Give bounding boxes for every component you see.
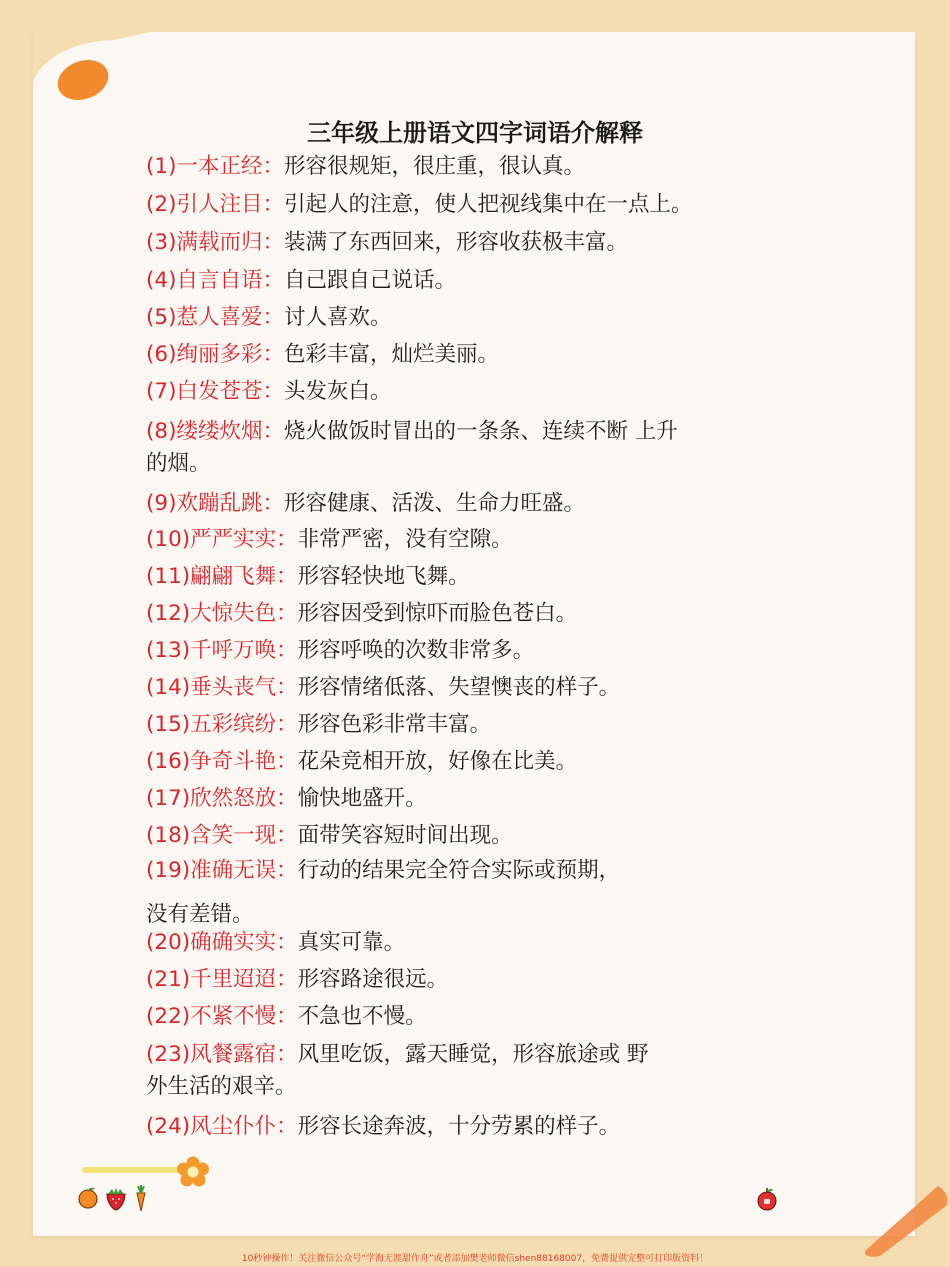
entry-term: 缕缕炊烟：	[176, 419, 284, 444]
word-entry	[146, 341, 796, 369]
entry-term: 含笑一现：	[190, 823, 298, 848]
apple-icon	[754, 1186, 780, 1212]
entry-definition: 形容很规矩，很庄重，很认真。	[283, 154, 585, 179]
flower-icon	[176, 1156, 210, 1188]
entry-number: (14)	[146, 675, 191, 700]
decorative-line	[82, 1167, 184, 1173]
tape-strip-icon	[858, 1178, 950, 1258]
word-entry	[146, 1113, 796, 1141]
entry-definition: 愉快地盛开。	[297, 786, 427, 811]
word-entry	[146, 674, 796, 702]
entry-definition: 引起人的注意，使人把视线集中在一点上。	[283, 192, 693, 217]
entry-number: (3)	[146, 230, 177, 255]
entry-definition: 形容轻快地飞舞。	[297, 564, 470, 589]
entry-definition: 非常严密，没有空隙。	[297, 527, 513, 552]
entry-number: (9)	[146, 491, 177, 516]
word-entry	[146, 526, 796, 554]
word-entry	[146, 563, 796, 591]
entry-number: (12)	[146, 601, 191, 626]
entry-term: 大惊失色：	[190, 601, 298, 626]
entry-term: 引人注目：	[176, 192, 284, 217]
word-entry	[146, 711, 796, 739]
entry-definition: 烧火做饭时冒出的一条条、连续不断 上升	[283, 419, 678, 444]
entry-number: (11)	[146, 564, 191, 589]
word-entry	[146, 191, 796, 219]
word-entry	[146, 822, 796, 850]
word-entry	[146, 966, 796, 994]
entry-definition-continued: 的烟。	[146, 451, 211, 476]
word-entry	[146, 637, 796, 665]
entry-definition-continued: 没有差错。	[146, 902, 254, 927]
entry-number: (4)	[146, 268, 177, 293]
entry-number: (1)	[146, 154, 177, 179]
entry-definition: 形容色彩非常丰富。	[297, 712, 492, 737]
entry-term: 千呼万唤：	[190, 638, 298, 663]
entry-definition: 形容因受到惊吓而脸色苍白。	[297, 601, 578, 626]
word-entry	[146, 857, 796, 929]
entry-definition: 色彩丰富，灿烂美丽。	[283, 342, 499, 367]
entry-number: (20)	[146, 930, 191, 955]
entry-number: (10)	[146, 527, 191, 552]
entry-definition: 形容路途很远。	[297, 967, 449, 992]
entry-term: 争奇斗艳：	[190, 749, 298, 774]
entry-definition: 头发灰白。	[283, 379, 392, 404]
page-title: 三年级上册语文四字词语介解释	[307, 119, 643, 147]
entry-term: 不紧不慢：	[190, 1004, 298, 1029]
entry-definition: 行动的结果完全符合实际或预期，	[297, 858, 621, 883]
entry-term: 欢蹦乱跳：	[176, 491, 284, 516]
entry-term: 五彩缤纷：	[190, 712, 298, 737]
entry-term: 绚丽多彩：	[176, 342, 284, 367]
entry-number: (5)	[146, 305, 177, 330]
orange-icon	[76, 1186, 100, 1210]
word-entry	[146, 1003, 796, 1031]
entry-term: 欣然怒放：	[190, 786, 298, 811]
word-entry	[146, 267, 796, 295]
entry-number: (16)	[146, 749, 191, 774]
entry-definition: 风里吃饭，露天睡觉，形容旅途或 野	[297, 1042, 649, 1067]
word-entry	[146, 378, 796, 406]
entry-term: 自言自语：	[176, 268, 284, 293]
entry-definition: 形容呼唤的次数非常多。	[297, 638, 535, 663]
entry-number: (17)	[146, 786, 191, 811]
entry-term: 翩翩飞舞：	[190, 564, 298, 589]
entry-term: 风尘仆仆：	[190, 1114, 298, 1139]
entry-definition: 不急也不慢。	[297, 1004, 427, 1029]
entry-number: (13)	[146, 638, 191, 663]
entry-number: (19)	[146, 858, 191, 883]
entry-definition: 面带笑容短时间出现。	[297, 823, 513, 848]
entry-number: (8)	[146, 419, 177, 444]
entry-definition: 讨人喜欢。	[283, 305, 392, 330]
entry-number: (2)	[146, 192, 177, 217]
word-entry	[146, 418, 796, 478]
word-entry	[146, 600, 796, 628]
entry-number: (24)	[146, 1114, 191, 1139]
entry-term: 千里迢迢：	[190, 967, 298, 992]
entry-number: (18)	[146, 823, 191, 848]
word-entry	[146, 1041, 796, 1101]
entry-term: 白发苍苍：	[176, 379, 284, 404]
entry-term: 满载而归：	[176, 230, 284, 255]
entry-number: (23)	[146, 1042, 191, 1067]
word-entry	[146, 748, 796, 776]
word-entry	[146, 153, 796, 181]
entry-number: (7)	[146, 379, 177, 404]
entry-definition: 形容健康、活泼、生命力旺盛。	[283, 491, 585, 516]
word-entry	[146, 785, 796, 813]
entry-term: 准确无误：	[190, 858, 298, 883]
entry-definition: 自己跟自己说话。	[283, 268, 456, 293]
footer-notice: 10秒钟操作！关注微信公众号“学海无涯甜作舟”或者添加樊老师微信shen88168007，免费提供完整可打印版资料！	[241, 1254, 709, 1264]
entry-term: 惹人喜爱：	[176, 305, 284, 330]
entry-term: 严严实实：	[190, 527, 298, 552]
entry-definition: 花朵竞相开放，好像在比美。	[297, 749, 578, 774]
entry-definition: 真实可靠。	[297, 930, 406, 955]
carrot-icon	[132, 1184, 150, 1212]
strawberry-icon	[104, 1184, 128, 1212]
word-entry	[146, 229, 796, 257]
entry-definition: 形容情绪低落、失望懊丧的样子。	[297, 675, 621, 700]
entry-term: 确确实实：	[190, 930, 298, 955]
entry-number: (21)	[146, 967, 191, 992]
entry-term: 一本正经：	[176, 154, 284, 179]
entry-number: (6)	[146, 342, 177, 367]
word-entry	[146, 490, 796, 518]
entry-definition: 装满了东西回来，形容收获极丰富。	[283, 230, 628, 255]
entry-term: 风餐露宿：	[190, 1042, 298, 1067]
entry-definition-continued: 外生活的艰辛。	[146, 1074, 297, 1099]
word-entry	[146, 929, 796, 957]
word-entry	[146, 304, 796, 332]
entry-term: 垂头丧气：	[190, 675, 298, 700]
entry-number: (22)	[146, 1004, 191, 1029]
entry-number: (15)	[146, 712, 191, 737]
entry-definition: 形容长途奔波，十分劳累的样子。	[297, 1114, 621, 1139]
